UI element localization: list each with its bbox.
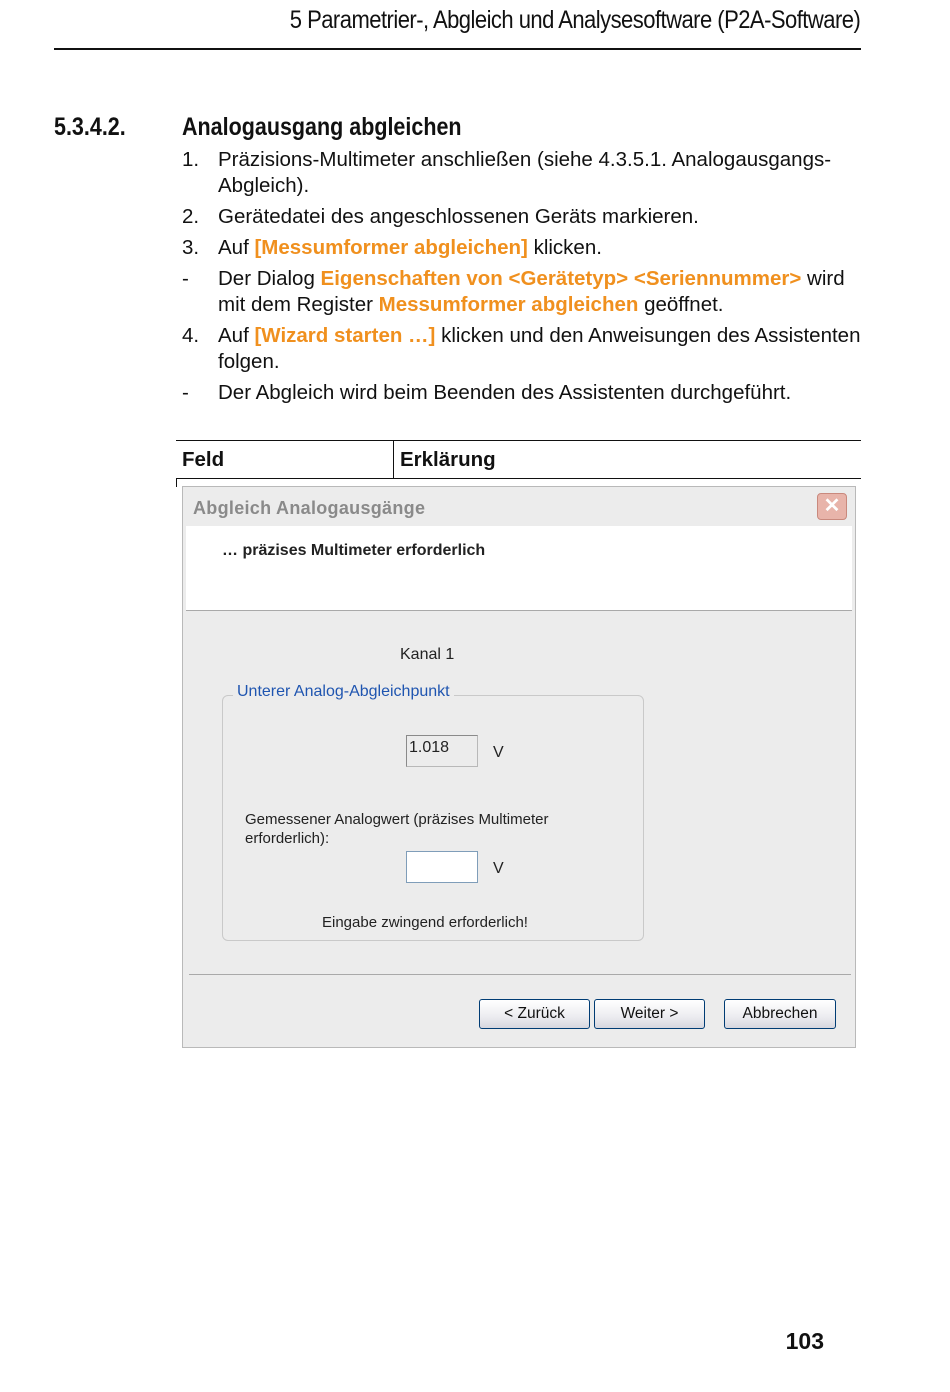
calibration-dialog-screenshot [182, 486, 856, 1048]
list-item-text [218, 380, 872, 406]
channel-label: Kanal 1 [400, 646, 455, 663]
reference-unit: V [493, 744, 504, 761]
text-run: Gerätedatei des angeschlossenen Geräts markieren. [218, 205, 699, 228]
button-separator [189, 974, 851, 975]
text-run: Auf [218, 236, 255, 259]
cancel-button[interactable]: Abbrechen [724, 999, 836, 1029]
group-label: Unterer Analog-Abgleichpunkt [233, 683, 454, 701]
list-item [182, 380, 872, 406]
text-run: wird mit dem Register [218, 267, 845, 316]
text-run: Präzisions-Multimeter anschließen (siehe 4.3.5.1. Analogausgangs-Abgleich). [218, 148, 832, 197]
list-item-text [218, 204, 872, 230]
next-button[interactable]: Weiter > [594, 999, 705, 1029]
measured-value-input[interactable] [406, 851, 478, 883]
text-run: Der Dialog [218, 267, 321, 290]
table-top-rule [176, 440, 861, 441]
list-marker: 3. [182, 236, 200, 259]
list-marker: - [182, 381, 189, 404]
text-run: geöffnet. [638, 293, 724, 316]
running-header: 5 Parametrier-, Abgleich und Analysesoftware (P2A-Software) [289, 6, 860, 34]
section-title: Analogausgang abgleichen [182, 113, 462, 141]
text-run: Der Abgleich wird beim Beenden des Assistenten durchgeführt. [218, 381, 792, 404]
header-rule [54, 48, 861, 50]
table-left-border [176, 479, 177, 487]
list-marker: - [182, 267, 189, 290]
section-number: 5.3.4.2. [54, 113, 126, 141]
list-item [182, 266, 872, 318]
ui-reference: Eigenschaften von <Gerätetyp> <Seriennummer> [320, 267, 802, 290]
back-button[interactable]: < Zurück [479, 999, 590, 1029]
page-number: 103 [785, 1328, 824, 1354]
table-column-divider [393, 441, 394, 478]
dialog-title: Abgleich Analogausgänge [193, 498, 426, 518]
dialog-body [186, 611, 852, 1045]
list-item-text [218, 147, 872, 199]
table-header-rule [176, 478, 861, 479]
table-header-field: Feld [182, 448, 225, 471]
list-marker: 2. [182, 205, 200, 228]
list-item-text [218, 323, 872, 375]
measured-unit: V [493, 860, 504, 877]
text-run: Auf [218, 324, 255, 347]
list-item-text [218, 235, 872, 261]
dialog-heading: … präzises Multimeter erforderlich [222, 542, 486, 559]
ui-reference: [Messumformer abgleichen] [254, 236, 528, 259]
table-header-explanation: Erklärung [400, 448, 496, 471]
text-run: klicken und den Anweisungen des Assistenten folgen. [218, 324, 861, 373]
ui-reference: [Wizard starten …] [254, 324, 436, 347]
list-item [182, 147, 872, 199]
list-item [182, 235, 872, 261]
measured-value-label: Gemessener Analogwert (präzises Multimeter erforderlich): [245, 811, 549, 847]
reference-value-field: 1.018 [406, 735, 478, 767]
instruction-list [182, 147, 872, 411]
dialog-banner [186, 526, 852, 611]
ui-reference: Messumformer abgleichen [378, 293, 639, 316]
list-item-text [218, 266, 872, 318]
list-item [182, 323, 872, 375]
close-icon[interactable]: ✕ [817, 493, 847, 520]
lower-calibration-point-group [222, 683, 644, 941]
text-run: klicken. [527, 236, 602, 259]
required-note: Eingabe zwingend erforderlich! [322, 914, 528, 931]
list-marker: 4. [182, 324, 200, 347]
list-item [182, 204, 872, 230]
list-marker: 1. [182, 148, 200, 171]
